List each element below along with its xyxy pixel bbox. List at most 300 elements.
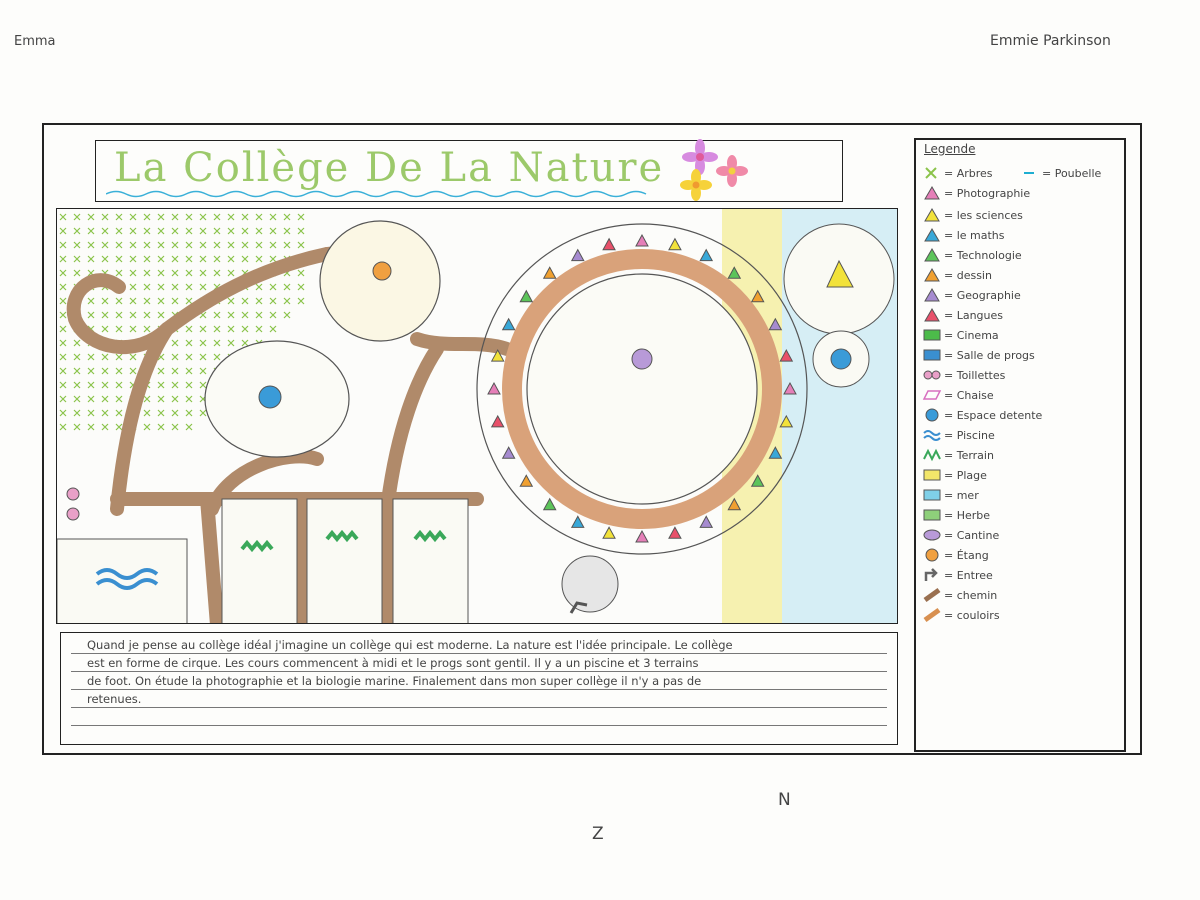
legend-item (922, 206, 1023, 224)
wave-icon (922, 427, 942, 443)
ruled-line (71, 653, 887, 654)
tree-cross-icon (172, 382, 178, 388)
tree-cross-icon (60, 312, 66, 318)
tree-cross-icon (88, 424, 94, 430)
tree-cross-icon (158, 284, 164, 290)
tree-cross-icon (186, 242, 192, 248)
rect-icon (922, 487, 942, 503)
tree-cross-icon (172, 214, 178, 220)
tree-cross-icon (186, 382, 192, 388)
tree-cross-icon (102, 354, 108, 360)
tree-cross-icon (284, 228, 290, 234)
tree-cross-icon (228, 326, 234, 332)
tree-cross-icon (172, 242, 178, 248)
tree-cross-icon (74, 242, 80, 248)
tree-cross-icon (74, 270, 80, 276)
legend-item (922, 546, 989, 564)
tree-cross-icon (298, 298, 304, 304)
tree-cross-icon (60, 368, 66, 374)
tree-cross-icon (102, 326, 108, 332)
triangle-icon (922, 185, 942, 201)
tree-cross-icon (284, 284, 290, 290)
tree-cross-icon (228, 270, 234, 276)
tree-cross-icon (88, 298, 94, 304)
tree-cross-icon (186, 270, 192, 276)
tree-cross-icon (88, 410, 94, 416)
tree-cross-icon (200, 284, 206, 290)
tree-cross-icon (186, 256, 192, 262)
tree-cross-icon (102, 396, 108, 402)
tree-cross-icon (144, 424, 150, 430)
legend (914, 138, 1126, 752)
tree-cross-icon (256, 228, 262, 234)
tree-cross-icon (200, 242, 206, 248)
tree-cross-icon (74, 340, 80, 346)
classroom-triangle-icon (544, 267, 556, 278)
classroom-triangle-icon (700, 516, 712, 527)
tree-cross-icon (130, 368, 136, 374)
tree-cross-icon (172, 270, 178, 276)
tree-cross-icon (102, 368, 108, 374)
tree-cross-icon (256, 214, 262, 220)
relax-space-icon-2 (831, 349, 851, 369)
tree-cross-icon (242, 312, 248, 318)
tree-cross-icon (200, 340, 206, 346)
tree-cross-icon (144, 242, 150, 248)
tree-cross-icon (172, 410, 178, 416)
tree-cross-icon (102, 410, 108, 416)
classroom-triangle-icon (503, 319, 515, 330)
tree-cross-icon (270, 242, 276, 248)
tree-cross-icon (200, 354, 206, 360)
stripe-icon (922, 607, 942, 623)
legend-item (922, 386, 994, 404)
tree-cross-icon (242, 298, 248, 304)
legend-item (922, 266, 992, 284)
tree-cross-icon (270, 298, 276, 304)
tree-cross-icon (116, 410, 122, 416)
legend-item (922, 306, 1003, 324)
tree-cross-icon (228, 214, 234, 220)
tree-cross-icon (214, 270, 220, 276)
legend-item (922, 164, 993, 182)
map-drawing (57, 209, 898, 624)
tree-cross-icon (158, 256, 164, 262)
tree-cross-icon (116, 382, 122, 388)
tree-cross-icon (284, 214, 290, 220)
classroom-triangle-icon (492, 416, 504, 427)
tree-cross-icon (270, 214, 276, 220)
compass-z: Z (592, 824, 604, 844)
legend-item-label: = Terrain (944, 448, 994, 462)
legend-item-label: = Plage (944, 468, 987, 482)
cross-icon (922, 165, 942, 181)
legend-item (922, 566, 993, 584)
tree-cross-icon (102, 424, 108, 430)
canteen-icon (632, 349, 652, 369)
tree-cross-icon (200, 368, 206, 374)
legend-item-label: = le maths (944, 228, 1005, 242)
legend-item (922, 426, 995, 444)
legend-title: Legende (924, 142, 976, 156)
tree-cross-icon (186, 284, 192, 290)
ruled-line (71, 725, 887, 726)
author-name: Emmie Parkinson (990, 33, 1111, 49)
tree-cross-icon (270, 256, 276, 262)
rect-icon (922, 507, 942, 523)
title-underline-wave (106, 189, 666, 199)
tree-cross-icon (270, 312, 276, 318)
rect-icon (922, 327, 942, 343)
corner-mark: Emma (14, 34, 56, 49)
tree-cross-icon (214, 326, 220, 332)
tree-cross-icon (256, 326, 262, 332)
tree-cross-icon (60, 242, 66, 248)
toilet-icon (67, 508, 79, 520)
tree-cross-icon (144, 410, 150, 416)
tree-cross-icon (214, 214, 220, 220)
tree-cross-icon (116, 312, 122, 318)
tree-cross-icon (242, 228, 248, 234)
tree-cross-icon (130, 298, 136, 304)
classroom-triangle-icon (503, 447, 515, 458)
tree-cross-icon (214, 242, 220, 248)
tree-cross-icon (102, 214, 108, 220)
tree-cross-icon (186, 368, 192, 374)
tree-cross-icon (242, 326, 248, 332)
legend-item-label: = Photographie (944, 186, 1031, 200)
triangle-icon (922, 207, 942, 223)
legend-item (922, 406, 1042, 424)
tree-cross-icon (74, 382, 80, 388)
tree-cross-icon (88, 382, 94, 388)
classroom-triangle-icon (572, 516, 584, 527)
tree-cross-icon (172, 396, 178, 402)
tree-cross-icon (158, 424, 164, 430)
tree-cross-icon (74, 354, 80, 360)
tree-cross-icon (116, 228, 122, 234)
description-box (60, 632, 898, 745)
tree-cross-icon (172, 284, 178, 290)
tree-cross-icon (102, 256, 108, 262)
tree-cross-icon (172, 354, 178, 360)
tree-cross-icon (144, 326, 150, 332)
ruled-line (71, 689, 887, 690)
tree-cross-icon (88, 214, 94, 220)
tree-cross-icon (144, 256, 150, 262)
oval-icon (922, 527, 942, 543)
tree-cross-icon (200, 410, 206, 416)
tree-cross-icon (130, 214, 136, 220)
tree-cross-icon (228, 340, 234, 346)
tree-cross-icon (186, 340, 192, 346)
school-map (56, 208, 898, 624)
legend-item (922, 466, 987, 484)
tree-cross-icon (284, 298, 290, 304)
triangle-icon (922, 307, 942, 323)
legend-item-label: = Technologie (944, 248, 1022, 262)
circle-icon (922, 407, 942, 423)
tree-cross-icon (116, 256, 122, 262)
tree-cross-icon (130, 242, 136, 248)
tree-cross-icon (88, 312, 94, 318)
tree-cross-icon (298, 214, 304, 220)
tree-cross-icon (242, 340, 248, 346)
tree-cross-icon (228, 228, 234, 234)
tree-cross-icon (158, 368, 164, 374)
entrance (562, 556, 618, 612)
legend-item-label: = Herbe (944, 508, 991, 522)
legend-item (922, 606, 1000, 624)
tree-cross-icon (88, 228, 94, 234)
tree-cross-icon (270, 284, 276, 290)
classroom-triangle-icon (636, 531, 648, 542)
legend-item-label: = Étang (944, 548, 989, 562)
tree-cross-icon (116, 214, 122, 220)
paragraph-line-4: retenues. (87, 692, 142, 706)
toilet-icon (67, 488, 79, 500)
classroom-triangle-icon (700, 250, 712, 261)
tree-cross-icon (130, 228, 136, 234)
ruled-line (71, 671, 887, 672)
triangle-icon (922, 227, 942, 243)
tree-cross-icon (298, 242, 304, 248)
legend-item (922, 226, 1005, 244)
tree-cross-icon (130, 312, 136, 318)
triangle-icon (922, 247, 942, 263)
legend-item (922, 366, 1005, 384)
pond-garden (320, 221, 440, 341)
pond-icon (373, 262, 391, 280)
tree-cross-icon (214, 228, 220, 234)
tree-cross-icon (74, 256, 80, 262)
flower-decoration-icon (674, 139, 754, 205)
tree-cross-icon (74, 410, 80, 416)
tree-cross-icon (60, 214, 66, 220)
classroom-triangle-icon (520, 291, 532, 302)
rect-icon (922, 347, 942, 363)
tree-cross-icon (130, 270, 136, 276)
legend-item (922, 184, 1030, 202)
tree-cross-icon (60, 270, 66, 276)
field-1 (222, 499, 297, 624)
tree-cross-icon (200, 270, 206, 276)
legend-item-label: = Cinema (944, 328, 999, 342)
legend-item-label: = Cantine (944, 528, 1000, 542)
tree-cross-icon (256, 256, 262, 262)
tree-cross-icon (186, 396, 192, 402)
tree-cross-icon (186, 424, 192, 430)
tree-cross-icon (172, 298, 178, 304)
tree-cross-icon (228, 242, 234, 248)
legend-item (922, 246, 1022, 264)
tree-cross-icon (242, 242, 248, 248)
classroom-triangle-icon (603, 527, 615, 538)
double-circle-icon (922, 367, 942, 383)
tree-cross-icon (172, 368, 178, 374)
triangle-icon (922, 267, 942, 283)
classroom-triangle-icon (669, 527, 681, 538)
tree-cross-icon (144, 284, 150, 290)
paragraph-line-3: de foot. On étude la photographie et la biologie marine. Finalement dans mon super collège il n'y a pas de (87, 674, 702, 688)
dash-icon (1020, 165, 1040, 181)
tree-cross-icon (74, 228, 80, 234)
paragraph-line-1: Quand je pense au collège idéal j'imagine un collège qui est moderne. La nature est l'idée principale. Le collège (87, 638, 733, 652)
tree-cross-icon (60, 340, 66, 346)
tree-cross-icon (60, 382, 66, 388)
page-title: La Collège De La Nature (114, 145, 665, 191)
tree-cross-icon (158, 242, 164, 248)
tree-cross-icon (284, 242, 290, 248)
tree-cross-icon (144, 396, 150, 402)
legend-item (922, 486, 979, 504)
tree-cross-icon (270, 326, 276, 332)
tree-cross-icon (186, 326, 192, 332)
ruled-line (71, 707, 887, 708)
tree-cross-icon (116, 326, 122, 332)
tree-cross-icon (256, 312, 262, 318)
paragraph-line-2: est en forme de cirque. Les cours commencent à midi et le progs sont gentil. Il y a un piscine et 3 terrains (87, 656, 699, 670)
tree-cross-icon (60, 228, 66, 234)
tree-cross-icon (130, 256, 136, 262)
tree-cross-icon (102, 298, 108, 304)
tree-cross-icon (158, 214, 164, 220)
tree-cross-icon (116, 242, 122, 248)
legend-item (922, 526, 999, 544)
tree-cross-icon (74, 368, 80, 374)
tree-cross-icon (60, 354, 66, 360)
stripe-icon (922, 587, 942, 603)
tree-cross-icon (214, 256, 220, 262)
tree-cross-icon (116, 396, 122, 402)
tree-cross-icon (158, 270, 164, 276)
tree-cross-icon (214, 340, 220, 346)
legend-item-label: = Arbres (944, 166, 993, 180)
tree-cross-icon (130, 354, 136, 360)
tree-cross-icon (186, 410, 192, 416)
legend-item-label: = Espace detente (944, 408, 1043, 422)
tree-cross-icon (60, 326, 66, 332)
tree-cross-icon (88, 256, 94, 262)
tree-cross-icon (60, 284, 66, 290)
tree-cross-icon (228, 256, 234, 262)
tree-cross-icon (102, 228, 108, 234)
pool-building (57, 539, 187, 624)
tree-cross-icon (116, 354, 122, 360)
legend-item-label: = Langues (944, 308, 1004, 322)
field-2 (307, 499, 382, 624)
legend-item-label: = Poubelle (1042, 166, 1102, 180)
tree-cross-icon (130, 326, 136, 332)
tree-cross-icon (256, 298, 262, 304)
classroom-triangle-icon (603, 239, 615, 250)
tree-cross-icon (144, 270, 150, 276)
tree-cross-icon (228, 312, 234, 318)
tree-cross-icon (102, 312, 108, 318)
tree-cross-icon (200, 256, 206, 262)
tree-cross-icon (144, 312, 150, 318)
tree-cross-icon (228, 298, 234, 304)
tree-cross-icon (88, 354, 94, 360)
classroom-triangle-icon (572, 250, 584, 261)
classroom-triangle-icon (669, 239, 681, 250)
legend-item-label: = Geographie (944, 288, 1021, 302)
legend-item-label: = Salle de progs (944, 348, 1035, 362)
tree-cross-icon (102, 242, 108, 248)
tree-cross-icon (242, 256, 248, 262)
triangle-icon (922, 287, 942, 303)
tree-cross-icon (130, 284, 136, 290)
tree-cross-icon (116, 270, 122, 276)
tree-cross-icon (158, 410, 164, 416)
title-box (95, 140, 843, 202)
tree-cross-icon (172, 340, 178, 346)
legend-item-label: = Piscine (944, 428, 995, 442)
tree-cross-icon (214, 312, 220, 318)
tree-cross-icon (158, 396, 164, 402)
tree-cross-icon (60, 256, 66, 262)
classroom-triangle-icon (636, 235, 648, 246)
tree-cross-icon (158, 298, 164, 304)
tree-cross-icon (144, 298, 150, 304)
classroom-triangle-icon (488, 383, 500, 394)
tree-cross-icon (88, 242, 94, 248)
tree-cross-icon (186, 214, 192, 220)
tree-cross-icon (172, 228, 178, 234)
legend-item (922, 286, 1021, 304)
tree-cross-icon (186, 298, 192, 304)
tree-cross-icon (298, 270, 304, 276)
field-3 (393, 499, 468, 624)
tree-cross-icon (256, 242, 262, 248)
tree-cross-icon (116, 424, 122, 430)
tree-cross-icon (60, 424, 66, 430)
tree-cross-icon (60, 410, 66, 416)
tree-cross-icon (102, 382, 108, 388)
tree-cross-icon (256, 284, 262, 290)
tree-cross-icon (74, 396, 80, 402)
tree-cross-icon (60, 298, 66, 304)
tree-cross-icon (200, 326, 206, 332)
legend-item (922, 446, 994, 464)
tree-cross-icon (74, 424, 80, 430)
tree-cross-icon (186, 354, 192, 360)
tree-cross-icon (200, 228, 206, 234)
legend-item (922, 346, 1035, 364)
tree-cross-icon (158, 382, 164, 388)
zigzag-icon (922, 447, 942, 463)
legend-item-label: = dessin (944, 268, 992, 282)
legend-item (922, 506, 990, 524)
tree-cross-icon (200, 382, 206, 388)
tree-cross-icon (284, 312, 290, 318)
tree-cross-icon (186, 228, 192, 234)
circle-icon (922, 547, 942, 563)
tree-cross-icon (200, 214, 206, 220)
legend-item (1020, 164, 1101, 182)
legend-item-label: = chemin (944, 588, 998, 602)
tree-cross-icon (298, 284, 304, 290)
tree-cross-icon (214, 354, 220, 360)
legend-item (922, 326, 999, 344)
tree-cross-icon (144, 214, 150, 220)
legend-item-label: = Chaise (944, 388, 994, 402)
compass-n: N (778, 790, 791, 810)
tree-cross-icon (60, 396, 66, 402)
tree-cross-icon (144, 228, 150, 234)
classroom-triangle-icon (544, 499, 556, 510)
tree-cross-icon (116, 298, 122, 304)
